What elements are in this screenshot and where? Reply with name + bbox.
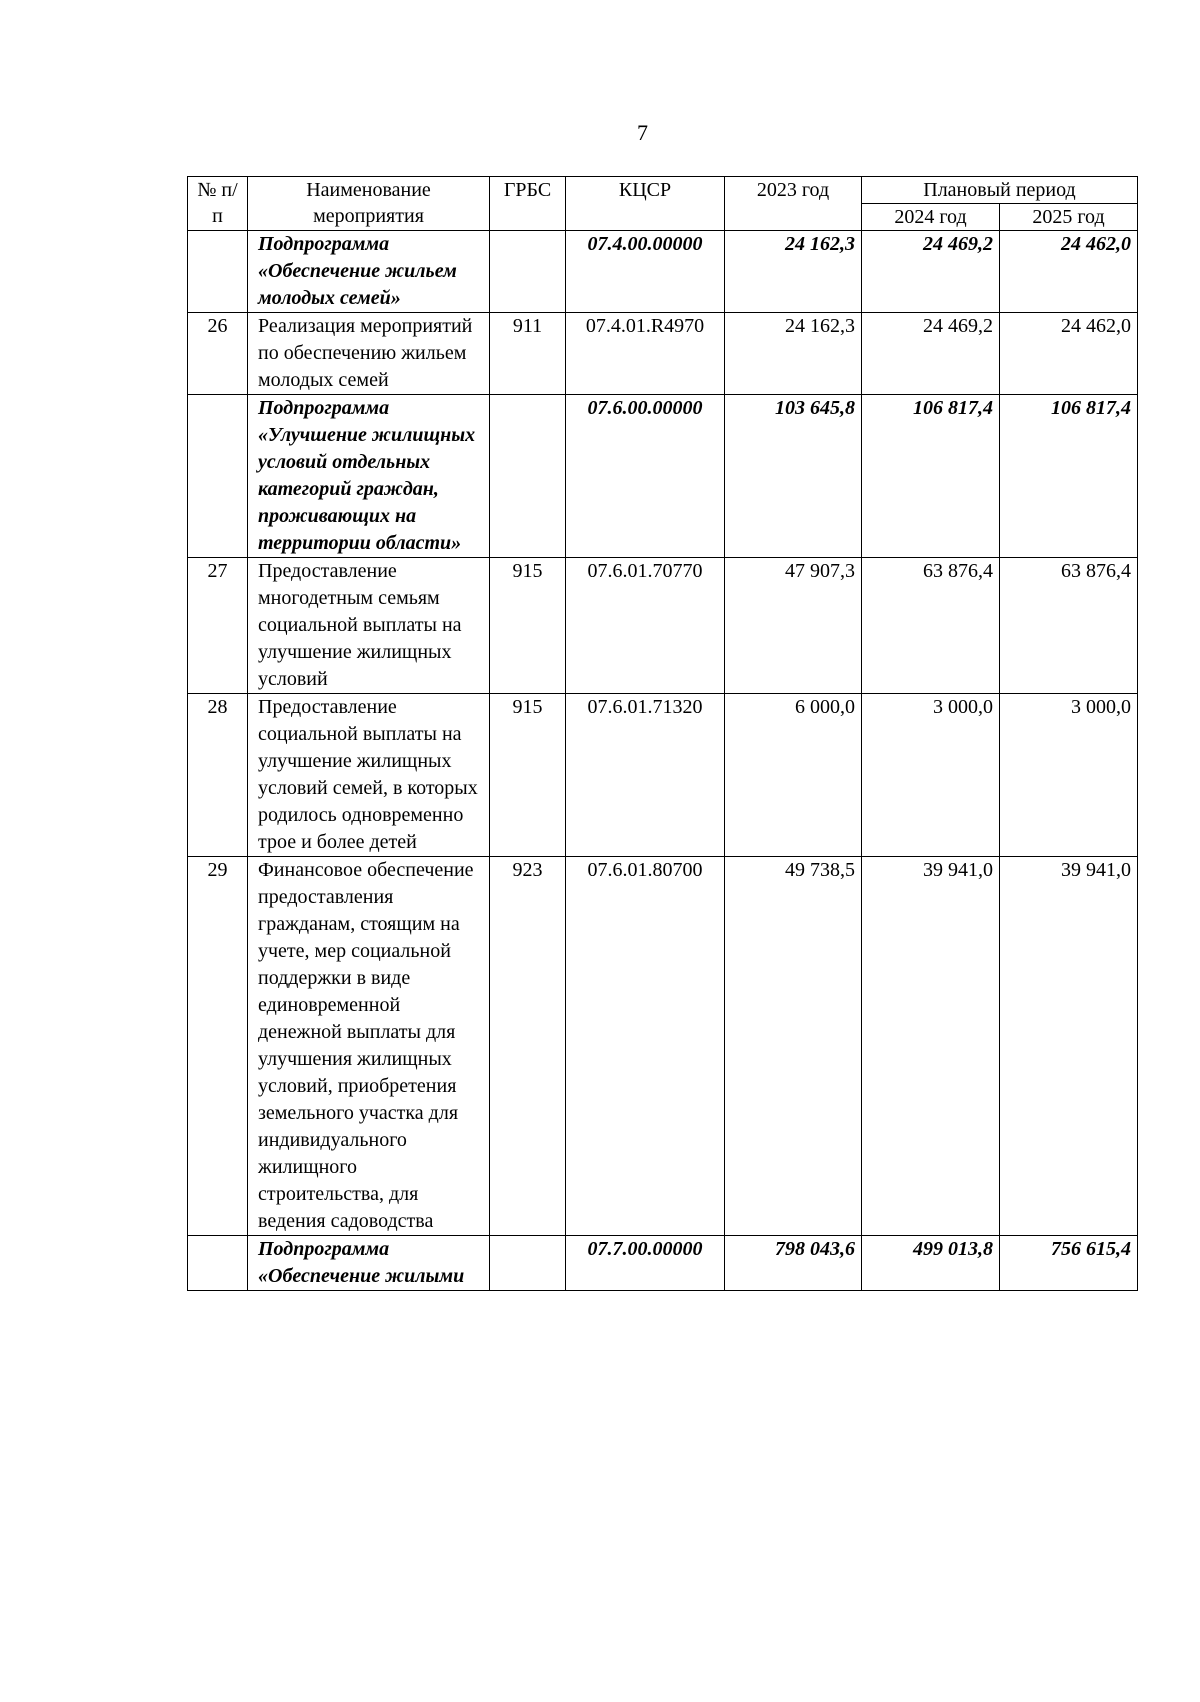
kcsr-code: 07.6.00.00000 [566,395,725,558]
measure-name: Предоставление социальной выплаты на улучшение жилищных условий семей, в которых родилось одновременно трое и более детей [248,694,490,857]
kcsr-code: 07.6.01.80700 [566,857,725,1236]
measure-name: Предоставление многодетным семьям социальной выплаты на улучшение жилищных условий [248,558,490,694]
kcsr-code: 07.4.00.00000 [566,231,725,313]
amount-2023: 6 000,0 [725,694,862,857]
amount-2024: 24 469,2 [862,231,1000,313]
amount-2024: 63 876,4 [862,558,1000,694]
amount-2024: 499 013,8 [862,1236,1000,1291]
amount-2025: 106 817,4 [1000,395,1138,558]
subprogram-row [188,395,1138,558]
grbs-code [490,395,566,558]
amount-2024: 106 817,4 [862,395,1000,558]
row-number: 27 [188,558,248,694]
amount-2024: 24 469,2 [862,313,1000,395]
table-row [188,558,1138,694]
row-number [188,231,248,313]
kcsr-code: 07.7.00.00000 [566,1236,725,1291]
kcsr-code: 07.4.01.R4970 [566,313,725,395]
header-kcsr: КЦСР [566,177,725,231]
amount-2023: 49 738,5 [725,857,862,1236]
subprogram-row [188,1236,1138,1291]
measure-name: Реализация мероприятий по обеспечению жильем молодых семей [248,313,490,395]
budget-table [187,176,1138,1291]
page-number: 7 [637,120,648,145]
amount-2023: 798 043,6 [725,1236,862,1291]
header-planned-period: Плановый период [862,177,1138,204]
amount-2024: 39 941,0 [862,857,1000,1236]
amount-2024: 3 000,0 [862,694,1000,857]
amount-2023: 24 162,3 [725,231,862,313]
kcsr-code: 07.6.01.70770 [566,558,725,694]
amount-2025: 756 615,4 [1000,1236,1138,1291]
kcsr-code: 07.6.01.71320 [566,694,725,857]
amount-2025: 24 462,0 [1000,231,1138,313]
grbs-code: 915 [490,694,566,857]
measure-name: Подпрограмма «Обеспечение жильем молодых семей» [248,231,490,313]
amount-2023: 47 907,3 [725,558,862,694]
header-2023: 2023 год [725,177,862,231]
grbs-code [490,231,566,313]
header-grbs: ГРБС [490,177,566,231]
table-row [188,694,1138,857]
header-name: Наименование мероприятия [248,177,490,231]
grbs-code: 915 [490,558,566,694]
subprogram-row [188,231,1138,313]
amount-2023: 24 162,3 [725,313,862,395]
row-number [188,395,248,558]
row-number [188,1236,248,1291]
row-number: 26 [188,313,248,395]
header-2024: 2024 год [862,204,1000,231]
table-row [188,313,1138,395]
amount-2025: 3 000,0 [1000,694,1138,857]
row-number: 29 [188,857,248,1236]
header-num: № п/п [188,177,248,231]
table-row [188,857,1138,1236]
grbs-code [490,1236,566,1291]
header-2025: 2025 год [1000,204,1138,231]
measure-name: Подпрограмма «Улучшение жилищных условий отдельных категорий граждан, проживающих на территории области» [248,395,490,558]
row-number: 28 [188,694,248,857]
amount-2025: 39 941,0 [1000,857,1138,1236]
amount-2025: 24 462,0 [1000,313,1138,395]
amount-2023: 103 645,8 [725,395,862,558]
measure-name: Финансовое обеспечение предоставления гражданам, стоящим на учете, мер социальной поддержки в виде единовременной денежной выплаты для улучшения жилищных условий, приобретения земельного участка для индивидуального жилищного строительства, для ведения садоводства [248,857,490,1236]
measure-name: Подпрограмма «Обеспечение жилыми [248,1236,490,1291]
grbs-code: 923 [490,857,566,1236]
grbs-code: 911 [490,313,566,395]
amount-2025: 63 876,4 [1000,558,1138,694]
